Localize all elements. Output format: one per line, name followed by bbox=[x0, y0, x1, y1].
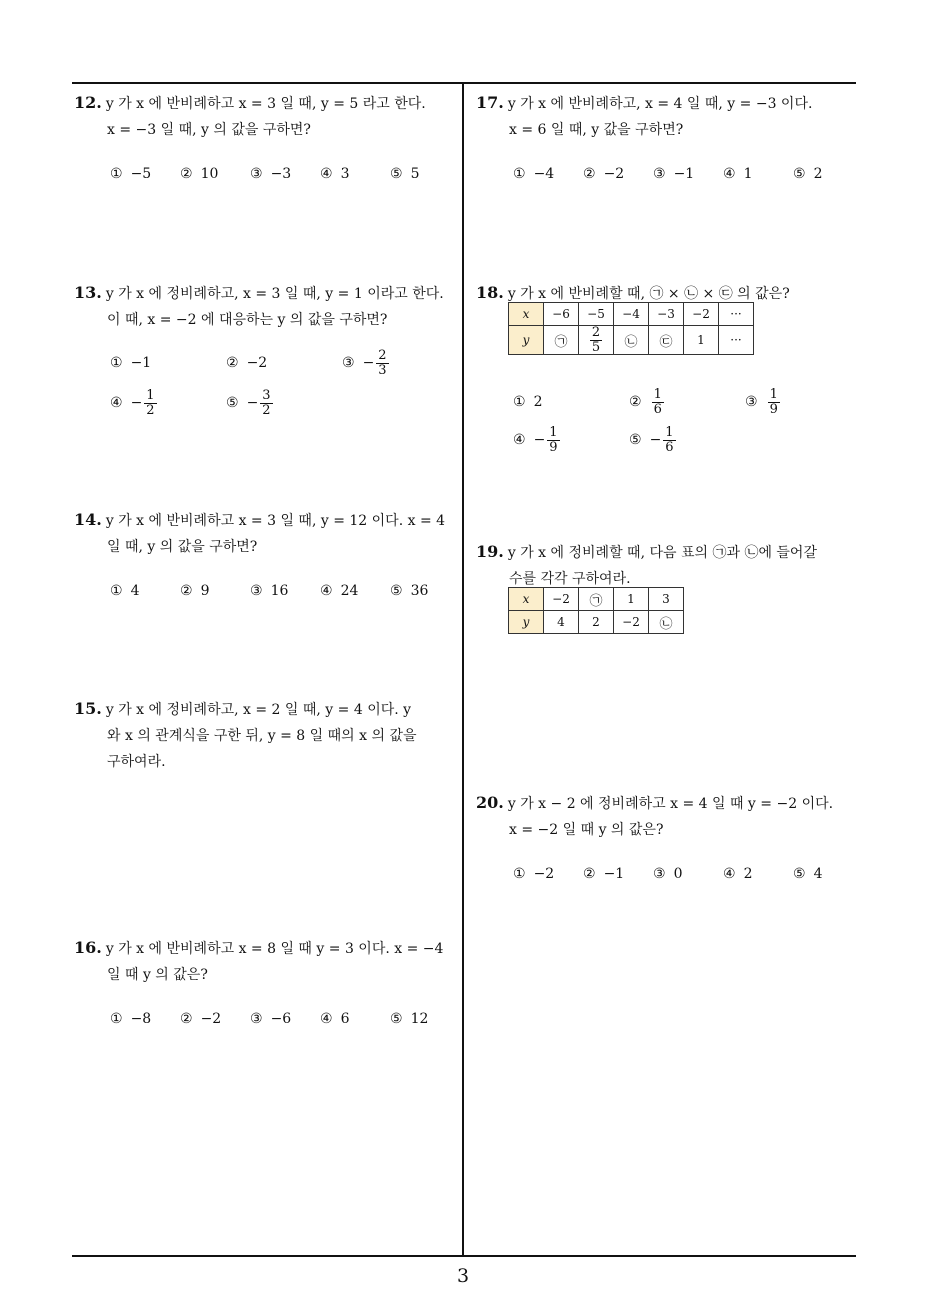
table-cell: −2 bbox=[684, 303, 719, 326]
table-cell: −5 bbox=[579, 303, 614, 326]
question-number: 16. bbox=[74, 938, 102, 957]
table-header-y: y bbox=[509, 611, 544, 634]
option-5[interactable]: ⑤ 2 bbox=[793, 166, 823, 182]
option-1[interactable]: ① −5 bbox=[110, 166, 152, 182]
option-3[interactable]: ③ $\frac{1}{9}$ bbox=[745, 387, 778, 417]
table-header-x: x bbox=[509, 303, 544, 326]
table-cell: 2 bbox=[579, 611, 614, 634]
option-3[interactable]: ③ 0 bbox=[653, 866, 683, 882]
column-divider bbox=[462, 83, 464, 1256]
table-cell: ㉠ bbox=[579, 588, 614, 611]
option-5[interactable]: ⑤ 5 bbox=[390, 166, 420, 182]
bottom-rule bbox=[72, 1255, 856, 1257]
question-20 bbox=[476, 790, 833, 843]
question-text: 수를 각각 구하여라. bbox=[509, 571, 631, 587]
question-16 bbox=[74, 935, 443, 988]
option-3[interactable]: ③ −6 bbox=[250, 1011, 292, 1027]
table-header-y: y bbox=[509, 326, 544, 355]
option-1[interactable]: ① −8 bbox=[110, 1011, 152, 1027]
option-1[interactable]: ① −1 bbox=[110, 355, 152, 371]
question-text: 일 때 y 의 값은? bbox=[107, 967, 208, 983]
option-4[interactable]: ④ − $\frac{1}{2}$ bbox=[110, 388, 155, 418]
question-text: 와 x 의 관계식을 구한 뒤, y = 8 일 때의 x 의 값을 bbox=[107, 728, 417, 744]
question-text: x = −3 일 때, y 의 값을 구하면? bbox=[107, 122, 311, 138]
table-cell: ㉠ bbox=[544, 326, 579, 355]
option-3[interactable]: ③ −3 bbox=[250, 166, 292, 182]
table-cell-fraction: $\frac{2}{5}$ bbox=[579, 326, 614, 355]
question-text: y 가 x 에 반비례하고, x = 4 일 때, y = −3 이다. bbox=[507, 96, 813, 112]
option-2[interactable]: ② $\frac{1}{6}$ bbox=[629, 387, 662, 417]
option-1[interactable]: ① −2 bbox=[513, 866, 555, 882]
q13-options bbox=[110, 348, 450, 435]
table-cell: ㉡ bbox=[649, 611, 684, 634]
question-14 bbox=[74, 507, 445, 560]
table-cell: −4 bbox=[614, 303, 649, 326]
table-cell: −2 bbox=[614, 611, 649, 634]
question-number: 18. bbox=[476, 283, 504, 302]
question-number: 14. bbox=[74, 510, 102, 529]
question-text: y 가 x 에 반비례하고 x = 3 일 때, y = 5 라고 한다. bbox=[105, 96, 426, 112]
table-cell: −3 bbox=[649, 303, 684, 326]
table-cell: ㉡ bbox=[614, 326, 649, 355]
question-text: y 가 x 에 반비례할 때, ㉠ × ㉡ × ㉢ 의 값은? bbox=[507, 286, 790, 302]
option-2[interactable]: ② 10 bbox=[180, 166, 219, 182]
question-text: 구하여라. bbox=[107, 754, 166, 770]
table-cell: −6 bbox=[544, 303, 579, 326]
question-number: 19. bbox=[476, 542, 504, 561]
table-cell: 4 bbox=[544, 611, 579, 634]
option-1[interactable]: ① −4 bbox=[513, 166, 555, 182]
question-number: 17. bbox=[476, 93, 504, 112]
q19-value-table bbox=[508, 587, 684, 634]
option-4[interactable]: ④ 1 bbox=[723, 166, 753, 182]
question-text: 이 때, x = −2 에 대응하는 y 의 값을 구하면? bbox=[107, 312, 388, 328]
option-2[interactable]: ② −1 bbox=[583, 866, 625, 882]
option-2[interactable]: ② −2 bbox=[583, 166, 625, 182]
question-text: x = −2 일 때 y 의 값은? bbox=[509, 822, 664, 838]
option-5[interactable]: ⑤ 4 bbox=[793, 866, 823, 882]
q18-value-table bbox=[508, 302, 754, 355]
table-cell: ㉢ bbox=[649, 326, 684, 355]
question-number: 20. bbox=[476, 793, 504, 812]
option-4[interactable]: ④ 24 bbox=[320, 583, 359, 599]
option-1[interactable]: ① 4 bbox=[110, 583, 140, 599]
option-2[interactable]: ② 9 bbox=[180, 583, 210, 599]
option-5[interactable]: ⑤ 36 bbox=[390, 583, 429, 599]
option-3[interactable]: ③ −1 bbox=[653, 166, 695, 182]
page-number: 3 bbox=[456, 1265, 470, 1287]
question-text: y 가 x 에 정비례할 때, 다음 표의 ㉠과 ㉡에 들어갈 bbox=[507, 545, 817, 561]
option-5[interactable]: ⑤ − $\frac{3}{2}$ bbox=[226, 388, 271, 418]
table-cell: ··· bbox=[719, 303, 754, 326]
table-cell: 1 bbox=[684, 326, 719, 355]
question-text: x = 6 일 때, y 값을 구하면? bbox=[509, 122, 684, 138]
question-19 bbox=[476, 539, 817, 592]
option-2[interactable]: ② −2 bbox=[226, 355, 268, 371]
table-header-x: x bbox=[509, 588, 544, 611]
top-rule bbox=[72, 82, 856, 84]
table-cell: 3 bbox=[649, 588, 684, 611]
option-4[interactable]: ④ 2 bbox=[723, 866, 753, 882]
option-4[interactable]: ④ 3 bbox=[320, 166, 350, 182]
question-text: 일 때, y 의 값을 구하면? bbox=[107, 539, 258, 555]
option-5[interactable]: ⑤ − $\frac{1}{6}$ bbox=[629, 425, 674, 455]
option-3[interactable]: ③ 16 bbox=[250, 583, 289, 599]
question-17 bbox=[476, 90, 812, 143]
option-5[interactable]: ⑤ 12 bbox=[390, 1011, 429, 1027]
option-4[interactable]: ④ − $\frac{1}{9}$ bbox=[513, 425, 558, 455]
table-cell: 1 bbox=[614, 588, 649, 611]
question-text: y 가 x 에 정비례하고, x = 2 일 때, y = 4 이다. y bbox=[105, 702, 412, 718]
question-text: y 가 x 에 반비례하고 x = 8 일 때 y = 3 이다. x = −4 bbox=[105, 941, 444, 957]
question-number: 12. bbox=[74, 93, 102, 112]
option-1[interactable]: ① 2 bbox=[513, 394, 543, 410]
option-3[interactable]: ③ − $\frac{2}{3}$ bbox=[342, 348, 387, 378]
q18-options bbox=[513, 388, 853, 468]
question-number: 13. bbox=[74, 283, 102, 302]
question-text: y 가 x 에 반비례하고 x = 3 일 때, y = 12 이다. x = 4 bbox=[105, 513, 446, 529]
question-number: 15. bbox=[74, 699, 102, 718]
option-2[interactable]: ② −2 bbox=[180, 1011, 222, 1027]
question-13 bbox=[74, 280, 444, 333]
question-text: y 가 x 에 정비례하고, x = 3 일 때, y = 1 이라고 한다. bbox=[105, 286, 444, 302]
table-cell: −2 bbox=[544, 588, 579, 611]
question-text: y 가 x − 2 에 정비례하고 x = 4 일 때 y = −2 이다. bbox=[507, 796, 834, 812]
option-4[interactable]: ④ 6 bbox=[320, 1011, 350, 1027]
question-12 bbox=[74, 90, 426, 143]
table-cell: ··· bbox=[719, 326, 754, 355]
question-15 bbox=[74, 696, 417, 775]
